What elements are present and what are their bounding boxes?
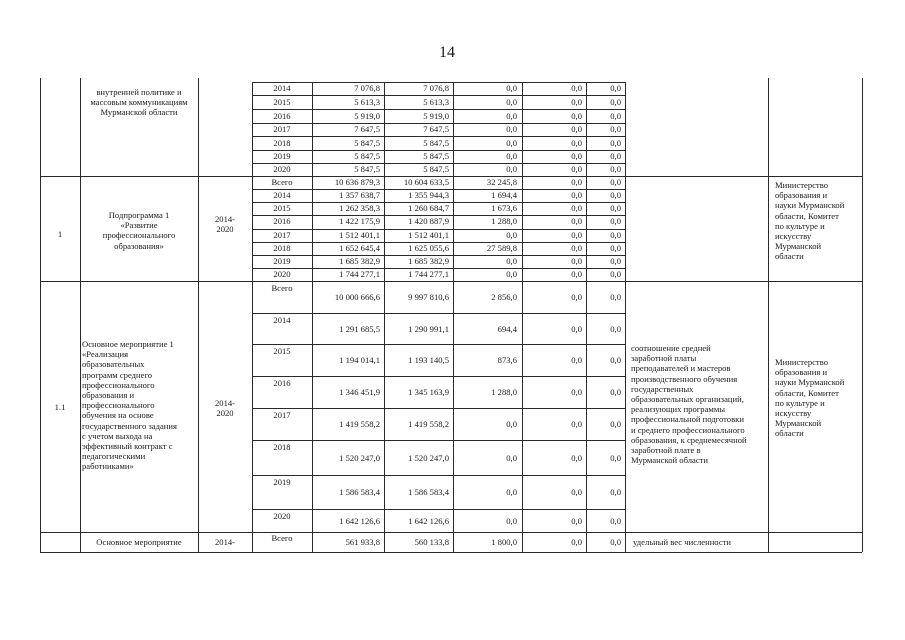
local-budget-cell: 0,0: [571, 124, 582, 134]
regional-budget-cell: 1 586 583,4: [408, 487, 449, 497]
other-sources-cell: 0,0: [610, 151, 621, 161]
federal-budget-cell: 0,0: [506, 138, 517, 148]
local-budget-cell: 0,0: [571, 355, 582, 365]
next-activity-other: 0,0: [610, 537, 621, 547]
table-horizontal-rule: [40, 176, 862, 177]
regional-budget-cell: 5 919,0: [423, 111, 449, 121]
total-cell: 5 847,5: [354, 164, 380, 174]
year-cell: 2014: [273, 315, 291, 325]
next-activity-name: Основное мероприятие: [96, 537, 182, 547]
activity-name-line: профессионального: [82, 379, 155, 390]
regional-budget-cell: 7 647,5: [423, 124, 449, 134]
local-budget-cell: 0,0: [571, 230, 582, 240]
subprogram-name: [82, 210, 196, 251]
federal-budget-cell: 27 589,8: [486, 243, 517, 253]
activity-executor-line: Министерство: [775, 357, 828, 367]
activity-name-line: «Реализация: [82, 349, 129, 360]
year-cell: 2015: [273, 97, 291, 107]
total-cell: 1 652 645,4: [339, 243, 380, 253]
total-cell: 1 586 583,4: [339, 487, 380, 497]
table-horizontal-rule: [252, 95, 625, 96]
regional-budget-cell: 1 345 163,9: [408, 387, 449, 397]
federal-budget-cell: 0,0: [506, 164, 517, 174]
top-section-name-line: внутренней политике и: [96, 87, 182, 97]
regional-budget-cell: 1 744 277,1: [408, 269, 449, 279]
activity-name-line: обучения на основе: [82, 410, 154, 421]
year-cell: 2019: [273, 151, 291, 161]
subprogram-name-line: профессионального: [102, 230, 176, 241]
table-horizontal-rule: [252, 408, 625, 409]
table-horizontal-rule: [252, 376, 625, 377]
activity-executor-line: искусству: [775, 408, 812, 419]
local-budget-cell: 0,0: [571, 164, 582, 174]
other-sources-cell: 0,0: [610, 292, 621, 302]
other-sources-cell: 0,0: [610, 387, 621, 397]
table-vertical-rule: [625, 82, 626, 552]
activity-executor-line: области: [775, 428, 804, 439]
year-cell: 2016: [273, 216, 291, 226]
local-budget-cell: 0,0: [571, 190, 582, 200]
regional-budget-cell: 1 520 247,0: [408, 453, 449, 463]
federal-budget-cell: 694,4: [497, 324, 517, 334]
year-cell: 2016: [273, 378, 291, 388]
federal-budget-cell: 0,0: [506, 230, 517, 240]
federal-budget-cell: 1 288,0: [491, 216, 517, 226]
next-activity-year: Всего: [271, 533, 293, 543]
local-budget-cell: 0,0: [571, 256, 582, 266]
local-budget-cell: 0,0: [571, 487, 582, 497]
year-cell: 2020: [273, 164, 291, 174]
regional-budget-cell: 9 997 810,6: [408, 292, 449, 302]
subprogram-number: 1: [57, 229, 63, 239]
federal-budget-cell: 0,0: [506, 97, 517, 107]
total-cell: 5 613,3: [354, 97, 380, 107]
other-sources-cell: 0,0: [610, 487, 621, 497]
top-section-name-line: массовым коммуникациям: [90, 97, 188, 108]
year-cell: 2017: [273, 410, 291, 420]
table-horizontal-rule: [252, 344, 625, 345]
activity-indicator-line: государственных: [631, 383, 694, 394]
regional-budget-cell: 1 642 126,6: [408, 516, 449, 526]
total-cell: 1 512 401,1: [339, 230, 380, 240]
year-cell: 2015: [273, 203, 291, 213]
subprogram-executor: [775, 180, 861, 262]
total-cell: 1 642 126,6: [339, 516, 380, 526]
subprogram-period-line: 2020: [216, 224, 234, 235]
next-activity-indicator: удельный вес численности: [633, 537, 731, 547]
federal-budget-cell: 0,0: [506, 487, 517, 497]
regional-budget-cell: 1 420 887,9: [408, 216, 449, 226]
total-cell: 1 291 685,5: [339, 324, 380, 334]
other-sources-cell: 0,0: [610, 83, 621, 93]
year-cell: 2019: [273, 477, 291, 487]
year-cell: 2018: [273, 138, 291, 148]
regional-budget-cell: 1 512 401,1: [408, 230, 449, 240]
other-sources-cell: 0,0: [610, 516, 621, 526]
year-cell: 2017: [273, 124, 291, 134]
other-sources-cell: 0,0: [610, 355, 621, 365]
table-horizontal-rule: [252, 136, 625, 137]
regional-budget-cell: 5 847,5: [423, 138, 449, 148]
total-cell: 1 520 247,0: [339, 453, 380, 463]
activity-name-line: государственного задания: [82, 420, 177, 431]
next-activity-total: 561 933,8: [345, 537, 380, 547]
table-vertical-rule: [198, 78, 199, 552]
total-cell: 7 076,8: [354, 83, 380, 93]
activity-period-line: 2014-: [214, 398, 236, 408]
federal-budget-cell: 0,0: [506, 453, 517, 463]
next-activity-local: 0,0: [571, 537, 582, 547]
total-cell: 1 194 014,1: [339, 355, 380, 365]
total-cell: 5 919,0: [354, 111, 380, 121]
local-budget-cell: 0,0: [571, 269, 582, 279]
activity-period: [198, 398, 252, 418]
regional-budget-cell: 5 613,3: [423, 97, 449, 107]
activity-period-line: 2020: [216, 408, 234, 419]
local-budget-cell: 0,0: [571, 203, 582, 213]
table-horizontal-rule: [40, 552, 862, 553]
subprogram-executor-line: области, Комитет: [775, 210, 839, 221]
activity-indicator-line: профессиональной подготовки: [631, 414, 744, 425]
activity-name-line: эффективный контракт с: [82, 441, 173, 452]
activity-executor-line: по культуре и: [775, 397, 825, 408]
year-cell: 2015: [273, 346, 291, 356]
activity-executor-line: науки Мурманской: [775, 377, 845, 388]
federal-budget-cell: 0,0: [506, 256, 517, 266]
activity-indicator-line: соотношение средней: [631, 343, 711, 353]
subprogram-name-line: образования»: [114, 240, 164, 251]
other-sources-cell: 0,0: [610, 419, 621, 429]
activity-indicator-line: заработной плате в: [631, 445, 701, 456]
regional-budget-cell: 1 290 991,1: [408, 324, 449, 334]
activity-name: [82, 339, 198, 472]
regional-budget-cell: 1 260 684,7: [408, 203, 449, 213]
local-budget-cell: 0,0: [571, 387, 582, 397]
next-activity-regional: 560 133,8: [414, 537, 449, 547]
local-budget-cell: 0,0: [571, 453, 582, 463]
activity-name-line: работниками»: [82, 461, 134, 472]
federal-budget-cell: 0,0: [506, 516, 517, 526]
activity-indicator-line: образования, к среднемесячной: [631, 434, 747, 445]
regional-budget-cell: 10 604 633,5: [403, 177, 449, 187]
regional-budget-cell: 7 076,8: [423, 83, 449, 93]
subprogram-executor-line: области: [775, 251, 804, 262]
table-vertical-rule: [40, 78, 41, 552]
year-cell: 2014: [273, 190, 291, 200]
subprogram-executor-line: искусству: [775, 231, 812, 242]
local-budget-cell: 0,0: [571, 292, 582, 302]
regional-budget-cell: 1 193 140,5: [408, 355, 449, 365]
year-cell: 2018: [273, 243, 291, 253]
total-cell: 1 422 175,9: [339, 216, 380, 226]
federal-budget-cell: 0,0: [506, 151, 517, 161]
total-cell: 1 346 451,9: [339, 387, 380, 397]
year-cell: 2018: [273, 442, 291, 452]
other-sources-cell: 0,0: [610, 243, 621, 253]
activity-name-line: образовательных: [82, 359, 145, 370]
total-cell: 1 357 638,7: [339, 190, 380, 200]
federal-budget-cell: 32 245,8: [486, 177, 517, 187]
subprogram-executor-line: по культуре и: [775, 220, 825, 231]
top-section-name: [82, 87, 196, 118]
other-sources-cell: 0,0: [610, 124, 621, 134]
federal-budget-cell: 0,0: [506, 269, 517, 279]
federal-budget-cell: 0,0: [506, 419, 517, 429]
total-cell: 1 262 358,3: [339, 203, 380, 213]
local-budget-cell: 0,0: [571, 138, 582, 148]
table-vertical-rule: [768, 78, 769, 552]
activity-name-line: программ среднего: [82, 369, 153, 380]
federal-budget-cell: 873,6: [497, 355, 517, 365]
federal-budget-cell: 1 288,0: [491, 387, 517, 397]
activity-executor: [775, 357, 861, 439]
next-activity-period: 2014-: [214, 537, 236, 547]
table-horizontal-rule: [40, 532, 862, 533]
activity-number: 1.1: [54, 402, 66, 412]
federal-budget-cell: 1 673,6: [491, 203, 517, 213]
local-budget-cell: 0,0: [571, 243, 582, 253]
total-cell: 10 636 879,3: [334, 177, 380, 187]
subprogram-name-line: «Развитие: [120, 220, 158, 231]
other-sources-cell: 0,0: [610, 138, 621, 148]
activity-executor-line: Мурманской: [775, 418, 822, 429]
year-cell: 2016: [273, 111, 291, 121]
total-cell: 7 647,5: [354, 124, 380, 134]
subprogram-period: [198, 214, 252, 234]
activity-indicator-line: реализующих программы: [631, 404, 726, 415]
total-cell: 1 685 382,9: [339, 256, 380, 266]
page-number: 14: [439, 44, 455, 61]
local-budget-cell: 0,0: [571, 83, 582, 93]
next-activity-federal: 1 800,0: [491, 537, 517, 547]
local-budget-cell: 0,0: [571, 419, 582, 429]
regional-budget-cell: 1 355 944,3: [408, 190, 449, 200]
total-cell: 5 847,5: [354, 151, 380, 161]
activity-indicator-line: заработной платы: [631, 353, 697, 364]
other-sources-cell: 0,0: [610, 190, 621, 200]
subprogram-name-line: Подпрограмма 1: [108, 210, 170, 220]
other-sources-cell: 0,0: [610, 324, 621, 334]
local-budget-cell: 0,0: [571, 151, 582, 161]
subprogram-period-line: 2014-: [214, 214, 236, 224]
total-cell: 1 419 558,2: [339, 419, 380, 429]
activity-indicator-line: и среднего профессионального: [631, 424, 745, 435]
federal-budget-cell: 0,0: [506, 124, 517, 134]
activity-indicator: [631, 343, 767, 465]
federal-budget-cell: 2 856,0: [491, 292, 517, 302]
other-sources-cell: 0,0: [610, 203, 621, 213]
year-cell: 2014: [273, 83, 291, 93]
year-cell: 2017: [273, 230, 291, 240]
activity-name-line: образования и: [82, 390, 135, 401]
table-horizontal-rule: [252, 313, 625, 314]
regional-budget-cell: 1 419 558,2: [408, 419, 449, 429]
table-horizontal-rule: [252, 109, 625, 110]
local-budget-cell: 0,0: [571, 216, 582, 226]
total-cell: 10 000 666,6: [334, 292, 380, 302]
total-cell: 5 847,5: [354, 138, 380, 148]
regional-budget-cell: 5 847,5: [423, 164, 449, 174]
activity-executor-line: области, Комитет: [775, 387, 839, 398]
table-horizontal-rule: [252, 440, 625, 441]
activity-indicator-line: преподавателей и мастеров: [631, 363, 731, 374]
year-cell: 2020: [273, 511, 291, 521]
table-horizontal-rule: [252, 509, 625, 510]
federal-budget-cell: 0,0: [506, 83, 517, 93]
year-cell: 2020: [273, 269, 291, 279]
regional-budget-cell: 1 625 055,6: [408, 243, 449, 253]
other-sources-cell: 0,0: [610, 216, 621, 226]
local-budget-cell: 0,0: [571, 177, 582, 187]
subprogram-executor-line: науки Мурманской: [775, 200, 845, 211]
table-vertical-rule: [80, 78, 81, 552]
activity-executor-line: образования и: [775, 367, 828, 378]
year-cell: 2019: [273, 256, 291, 266]
activity-indicator-line: образовательных организаций,: [631, 394, 744, 405]
table-vertical-rule: [862, 78, 863, 552]
activity-indicator-line: Мурманской области: [631, 455, 709, 466]
other-sources-cell: 0,0: [610, 97, 621, 107]
local-budget-cell: 0,0: [571, 111, 582, 121]
subprogram-executor-line: Министерство: [775, 180, 828, 190]
activity-name-line: профессионального: [82, 400, 155, 411]
federal-budget-cell: 0,0: [506, 111, 517, 121]
other-sources-cell: 0,0: [610, 177, 621, 187]
local-budget-cell: 0,0: [571, 97, 582, 107]
regional-budget-cell: 1 685 382,9: [408, 256, 449, 266]
local-budget-cell: 0,0: [571, 324, 582, 334]
local-budget-cell: 0,0: [571, 516, 582, 526]
subprogram-executor-line: Мурманской: [775, 241, 822, 252]
subprogram-executor-line: образования и: [775, 190, 828, 201]
other-sources-cell: 0,0: [610, 230, 621, 240]
top-section-name-line: Мурманской области: [100, 107, 178, 118]
activity-name-line: Основное мероприятие 1: [82, 339, 174, 349]
other-sources-cell: 0,0: [610, 256, 621, 266]
other-sources-cell: 0,0: [610, 111, 621, 121]
federal-budget-cell: 1 694,4: [491, 190, 517, 200]
other-sources-cell: 0,0: [610, 164, 621, 174]
year-cell: Всего: [271, 283, 293, 293]
regional-budget-cell: 5 847,5: [423, 151, 449, 161]
total-cell: 1 744 277,1: [339, 269, 380, 279]
table-horizontal-rule: [252, 475, 625, 476]
year-cell: Всего: [271, 177, 293, 187]
other-sources-cell: 0,0: [610, 269, 621, 279]
activity-indicator-line: производственного обучения: [631, 373, 738, 384]
other-sources-cell: 0,0: [610, 453, 621, 463]
activity-name-line: педагогическими: [82, 451, 146, 462]
table-horizontal-rule: [40, 281, 862, 282]
activity-name-line: с учетом выхода на: [82, 430, 153, 441]
